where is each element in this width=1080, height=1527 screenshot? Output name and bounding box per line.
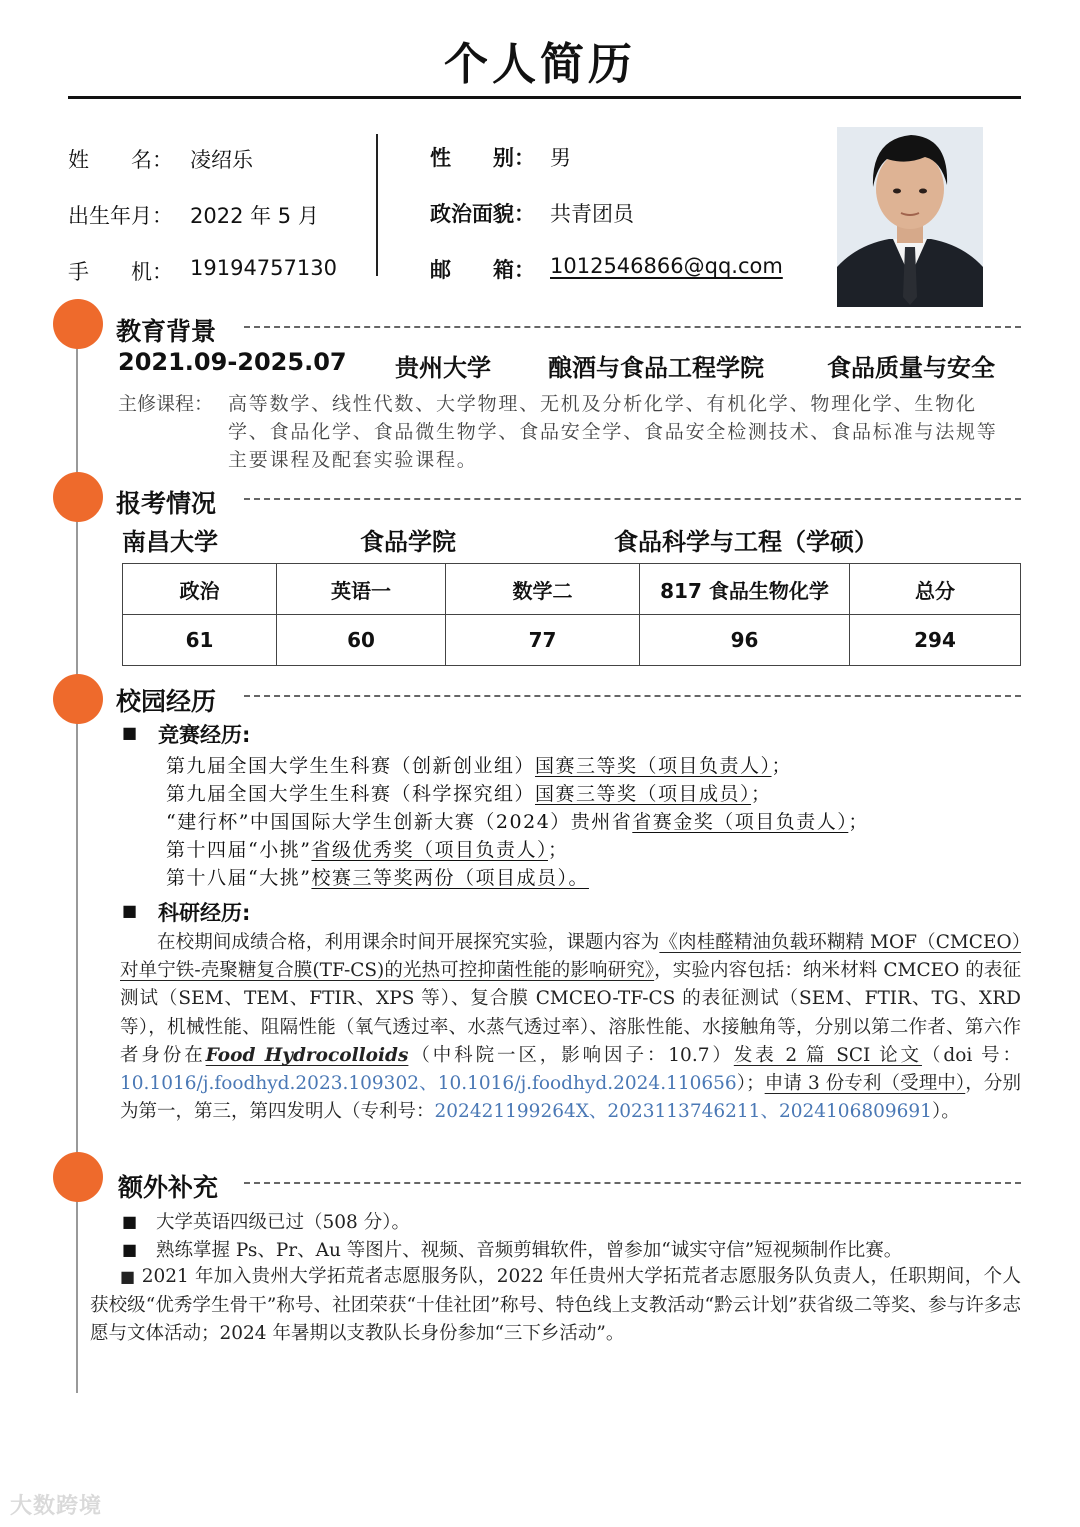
research-topic: 《肉桂醛精油负载环糊精 MOF（CMCEO）对单宁铁-壳聚糖复合膜(TF-CS)的光热可控抑菌性能的影响研究》 [120, 932, 1021, 982]
course-text: 高等数学、线性代数、大学物理、无机及分析化学、有机化学、物理化学、生物化学、食品化学、食品微生物学、食品安全学、食品安全检测技术、食品标准与法规等主要课程及配套实验课程。 [228, 393, 998, 471]
birth-label: 出生年月： [68, 204, 173, 228]
patent-count: 申请 3 份专利（受理中） [764, 1073, 966, 1095]
bullet-icon: ■ [122, 1212, 138, 1231]
birth-value: 2022 年 5 月 [190, 204, 319, 228]
info-divider [376, 134, 378, 276]
edu-major: 食品质量与安全 [827, 354, 995, 382]
edu-school: 贵州大学 [395, 354, 491, 382]
email-link[interactable]: 1012546866@qq.com [550, 254, 783, 278]
score-cell: 60 [277, 615, 446, 666]
gender-value: 男 [550, 146, 571, 170]
section-title-education: 教育背景 [116, 317, 217, 346]
name-value: 凌绍乐 [190, 148, 253, 172]
timeline-dot-extra [53, 1152, 103, 1202]
competition-title: 竞赛经历: [158, 723, 251, 747]
section-title-campus: 校园经历 [116, 687, 217, 716]
section-divider-campus [244, 695, 1021, 697]
competition-item: 第九届全国大学生生科赛（科学探究组）国赛三等奖（项目成员）； [166, 783, 772, 805]
bullet-icon: ■ [122, 901, 138, 920]
bullet-icon: ■ [122, 1240, 138, 1259]
section-title-exam: 报考情况 [116, 489, 217, 518]
extra-item: 大学英语四级已过（508 分）。 [156, 1212, 410, 1233]
extra-paragraph: ■ 2021 年加入贵州大学拓荒者志愿服务队，2022 年任贵州大学拓荒者志愿服务队负责人，任职期间，个人获校级“优秀学生骨干”称号、社团荣获“十佳社团”称号、特色线上支教活动“黔云计划”获省级二等奖、参与许多志愿与文体活动；2024 年暑期以支教队长身份参加“三下乡活动”。 [90, 1266, 1021, 1344]
score-cell: 61 [123, 615, 277, 666]
name-label: 姓 名： [68, 148, 173, 172]
title-divider [68, 96, 1021, 99]
profile-photo [837, 127, 983, 307]
course-list [118, 390, 1013, 474]
course-label: 主修课程： [118, 393, 214, 415]
score-cell: 294 [850, 615, 1021, 666]
journal-name: Food Hydrocolloids [205, 1044, 409, 1066]
research-title: 科研经历: [158, 901, 251, 925]
research-description: 在校期间成绩合格，利用课余时间开展探究实验，课题内容为《肉桂醛精油负载环糊精 MOF（CMCEO）对单宁铁-壳聚糖复合膜(TF-CS)的光热可控抑菌性能的影响研究》，实验内容包括：纳米材料 CMCEO 的表征测试（SEM、TEM、FTIR、XPS 等）、复合膜 CMCEO-TF-CS 的表征测试（SEM、FTIR、TG、XRD 等），机械性能、阻隔性能（氧气透过率、水蒸气透过率）、溶胀性能、水接触角等，分别以第二作者、第六作者身份在Food Hydrocolloids（中科院一区，影响因子：10.7）发表 2 篇 SCI 论文（doi 号：10.1016/j.foodhyd.2023.109302、10.1016/j.foodhyd.2024.110656）；申请 3 份专利（受理中），分别为第一，第三，第四发明人（专利号：202421199264X、2023113746211、2024106809691）。 [120, 932, 1021, 1123]
score-header-cell: 总分 [850, 564, 1021, 615]
paper-count: 发表 2 篇 SCI 论文 [733, 1044, 922, 1066]
score-table [122, 563, 1021, 666]
phone-label: 手 机： [68, 260, 173, 284]
edu-college: 酿酒与食品工程学院 [548, 354, 764, 382]
watermark: 大数跨境 [10, 1494, 103, 1519]
score-header-cell: 政治 [123, 564, 277, 615]
timeline-dot-campus [53, 674, 103, 724]
political-label: 政治面貌： [430, 202, 535, 226]
score-header-cell: 数学二 [446, 564, 640, 615]
section-divider-exam [244, 498, 1021, 500]
doi-link[interactable]: 10.1016/j.foodhyd.2023.109302 [120, 1073, 419, 1095]
extra-item: 熟练掌握 Ps、Pr、Au 等图片、视频、音频剪辑软件，曾参加“诚实守信”短视频制作比赛。 [156, 1240, 903, 1261]
exam-major: 食品科学与工程（学硕） [614, 528, 878, 556]
score-header-cell: 817 食品生物化学 [640, 564, 850, 615]
political-value: 共青团员 [550, 202, 634, 226]
section-divider-extra [244, 1182, 1021, 1184]
score-table-header [123, 564, 1021, 615]
bullet-icon: ■ [120, 1267, 136, 1286]
page-title: 个人简历 [444, 39, 636, 90]
exam-school: 南昌大学 [122, 528, 218, 556]
timeline-dot-exam [53, 472, 103, 522]
edu-period: 2021.09-2025.07 [118, 348, 347, 376]
competition-item: “建行杯”中国国际大学生创新大赛（2024）贵州省省赛金奖（项目负责人）； [166, 811, 869, 833]
score-table-row [123, 615, 1021, 666]
exam-college: 食品学院 [360, 528, 456, 556]
score-cell: 96 [640, 615, 850, 666]
competition-item: 第九届全国大学生生科赛（创新创业组）国赛三等奖（项目负责人）； [166, 755, 793, 777]
phone-value: 19194757130 [190, 256, 337, 280]
score-header-cell: 英语一 [277, 564, 446, 615]
patent-numbers: 202421199264X、2023113746211、2024106809691 [434, 1101, 932, 1123]
score-cell: 77 [446, 615, 640, 666]
section-title-extra: 额外补充 [118, 1173, 219, 1202]
competition-item: 第十四届“小挑”省级优秀奖（项目负责人）； [166, 839, 569, 861]
section-divider-education [244, 326, 1021, 328]
gender-label: 性 别： [430, 146, 535, 170]
competition-item: 第十八届“大挑”校赛三等奖两份（项目成员）。 [166, 867, 589, 889]
bullet-icon: ■ [122, 723, 138, 742]
email-label: 邮 箱： [430, 258, 535, 282]
doi-link[interactable]: 10.1016/j.foodhyd.2024.110656 [437, 1073, 737, 1095]
timeline-dot-education [53, 299, 103, 349]
